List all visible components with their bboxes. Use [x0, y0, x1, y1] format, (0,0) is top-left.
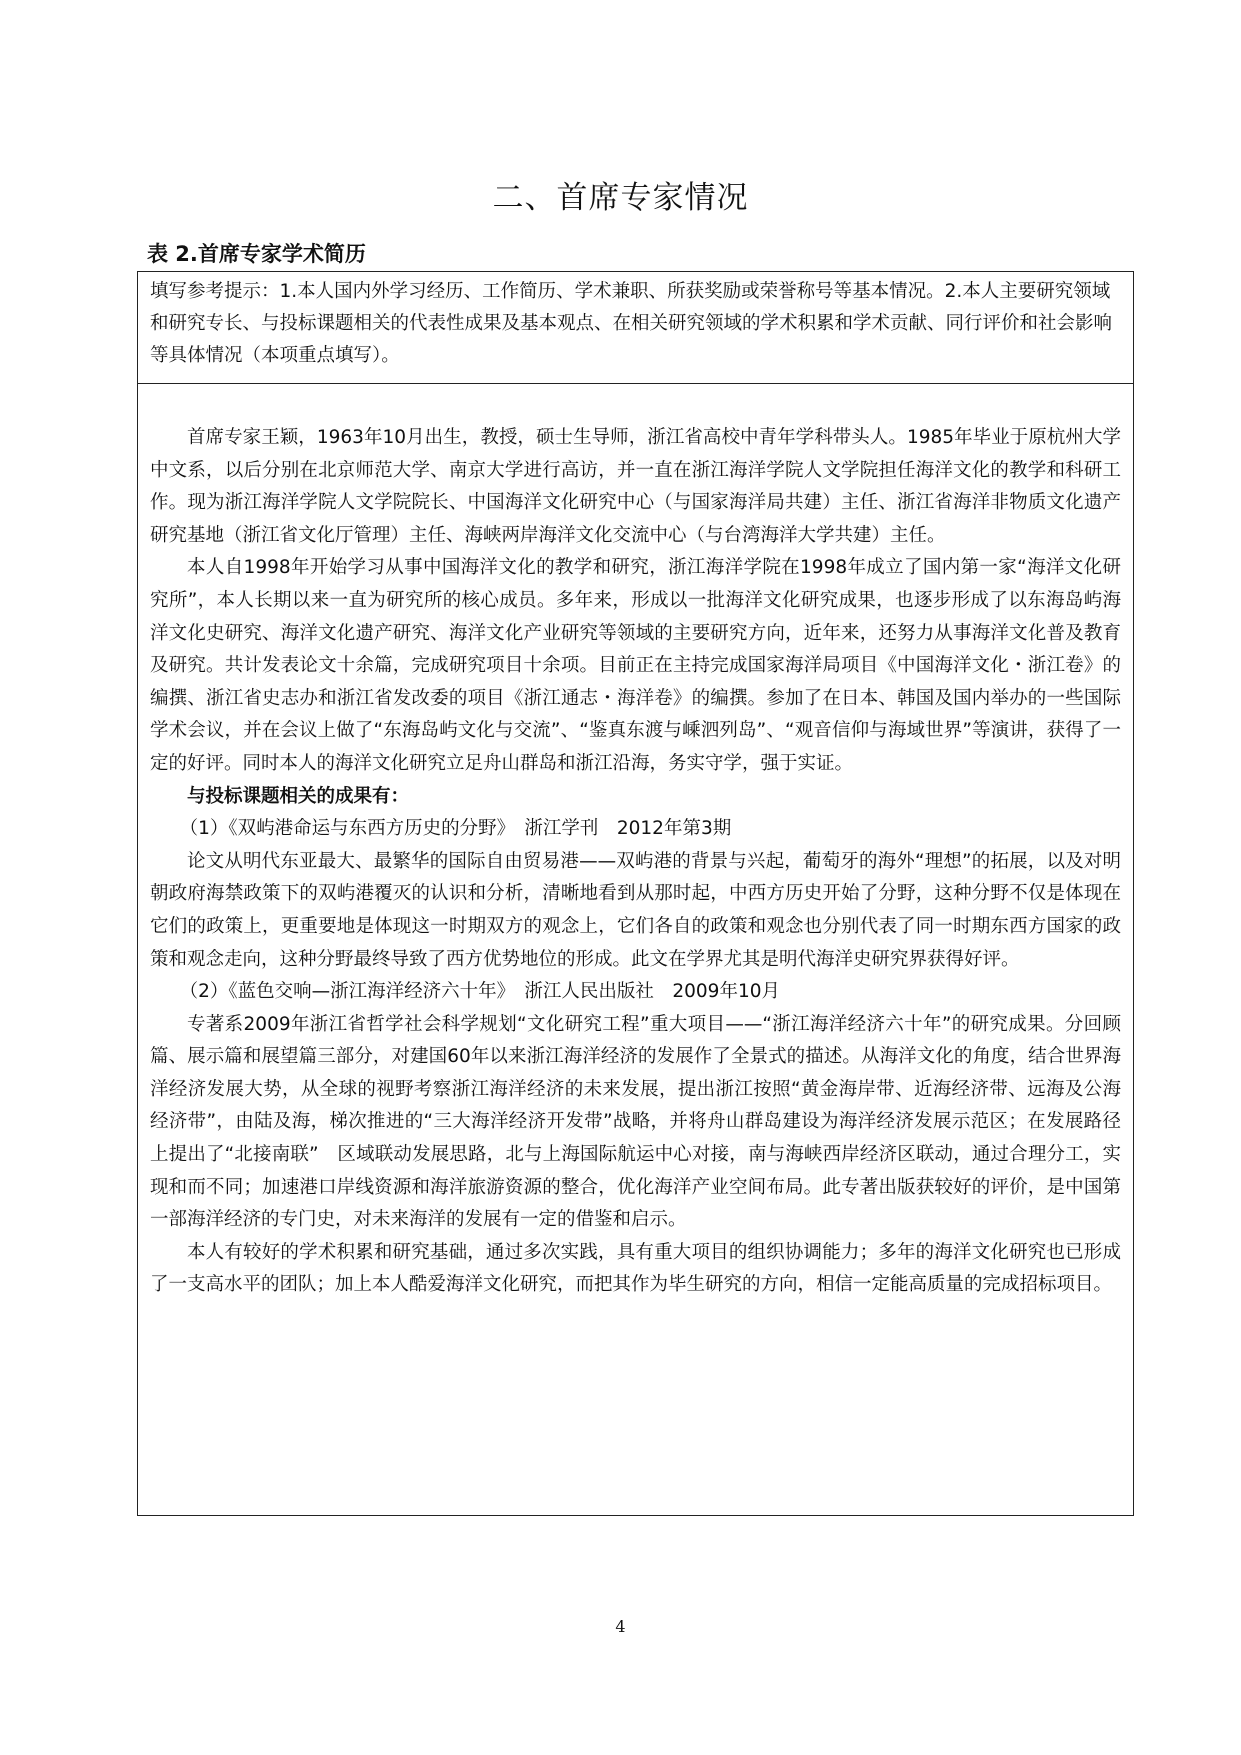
research-paragraph: 本人自1998年开始学习从事中国海洋文化的教学和研究，浙江海洋学院在1998年成立了国内第一家“海洋文化研究所”，本人长期以来一直为研究所的核心成员。多年来，形成以一批海洋文化研究成果，也逐步形成了以东海岛屿海洋文化史研究、海洋文化遗产研究、海洋文化产业研究等领域的主要研究方向，近年来，还努力从事海洋文化普及教育及研究。共计发表论文十余篇，完成研究项目十余项。目前正在主持完成国家海洋局项目《中国海洋文化・浙江卷》的编撰、浙江省史志办和浙江省发改委的项目《浙江通志・海洋卷》的编撰。参加了在日本、韩国及国内举办的一些国际学术会议，并在会议上做了“东海岛屿文化与交流”、“鉴真东渡与嵊泗列岛”、“观音信仰与海域世界”等演讲，获得了一定的好评。同时本人的海洋文化研究立足舟山群岛和浙江沿海，务实守学，强于实证。 [150, 557, 1121, 774]
biography-paragraph: 首席专家王颖，1963年10月出生，教授，硕士生导师，浙江省高校中青年学科带头人。1985年毕业于原杭州大学中文系，以后分别在北京师范大学、南京大学进行高访，并一直在浙江海洋学院人文学院担任海洋文化的教学和科研工作。现为浙江海洋学院人文学院院长、中国海洋文化研究中心（与国家海洋局共建）主任、浙江省海洋非物质文化遗产研究基地（浙江省文化厅管理）主任、海峡两岸海洋文化交流中心（与台湾海洋大学共建）主任。 [150, 427, 1121, 546]
resume-table [137, 271, 1134, 1516]
resume-body-cell [138, 384, 1133, 1515]
result-item-1-title: （1）《双屿港命运与东西方历史的分野》 浙江学刊 2012年第3期 [179, 818, 732, 840]
hint-cell: 填写参考提示：1.本人国内外学习经历、工作简历、学术兼职、所获奖励或荣誉称号等基本情况。2.本人主要研究领域和研究专长、与投标课题相关的代表性成果及基本观点、在相关研究领域的学术积累和学术贡献、同行评价和社会影响等具体情况（本项重点填写）。 [138, 272, 1133, 384]
result-item-2-description: 专著系2009年浙江省哲学社会科学规划“文化研究工程”重大项目——“浙江海洋经济六十年”的研究成果。分回顾篇、展示篇和展望篇三部分，对建国60年以来浙江海洋经济的发展作了全景式的描述。从海洋文化的角度，结合世界海洋经济发展大势，从全球的视野考察浙江海洋经济的未来发展，提出浙江按照“黄金海岸带、近海经济带、远海及公海经济带”，由陆及海，梯次推进的“三大海洋经济开发带”战略，并将舟山群岛建设为海洋经济发展示范区；在发展路径上提出了“北接南联” 区域联动发展思路，北与上海国际航运中心对接，南与海峡西岸经济区联动，通过合理分工，实现和而不同；加速港口岸线资源和海洋旅游资源的整合，优化海洋产业空间布局。此专著出版获较好的评价，是中国第一部海洋经济的专门史，对未来海洋的发展有一定的借鉴和启示。 [150, 1013, 1121, 1231]
results-heading: 与投标课题相关的成果有： [187, 785, 410, 807]
closing-paragraph: 本人有较好的学术积累和研究基础，通过多次实践，具有重大项目的组织协调能力；多年的海洋文化研究也已形成了一支高水平的团队；加上本人酷爱海洋文化研究，而把其作为毕生研究的方向，相信一定能高质量的完成招标项目。 [150, 1241, 1121, 1296]
table-caption: 表 2.首席专家学术简历 [147, 242, 366, 266]
page-number: 4 [615, 1617, 626, 1636]
page-title: 二、首席专家情况 [492, 180, 749, 216]
result-item-1-description: 论文从明代东亚最大、最繁华的国际自由贸易港——双屿港的背景与兴起，葡萄牙的海外“理想”的拓展，以及对明朝政府海禁政策下的双屿港覆灭的认识和分析，清晰地看到从那时起，中西方历史开始了分野，这种分野不仅是体现在它们的政策上，更重要地是体现这一时期双方的观念上，它们各自的政策和观念也分别代表了同一时期东西方国家的政策和观念走向，这种分野最终导致了西方优势地位的形成。此文在学界尤其是明代海洋史研究界获得好评。 [150, 850, 1121, 970]
result-item-2-title: （2）《蓝色交响—浙江海洋经济六十年》 浙江人民出版社 2009年10月 [179, 981, 780, 1003]
